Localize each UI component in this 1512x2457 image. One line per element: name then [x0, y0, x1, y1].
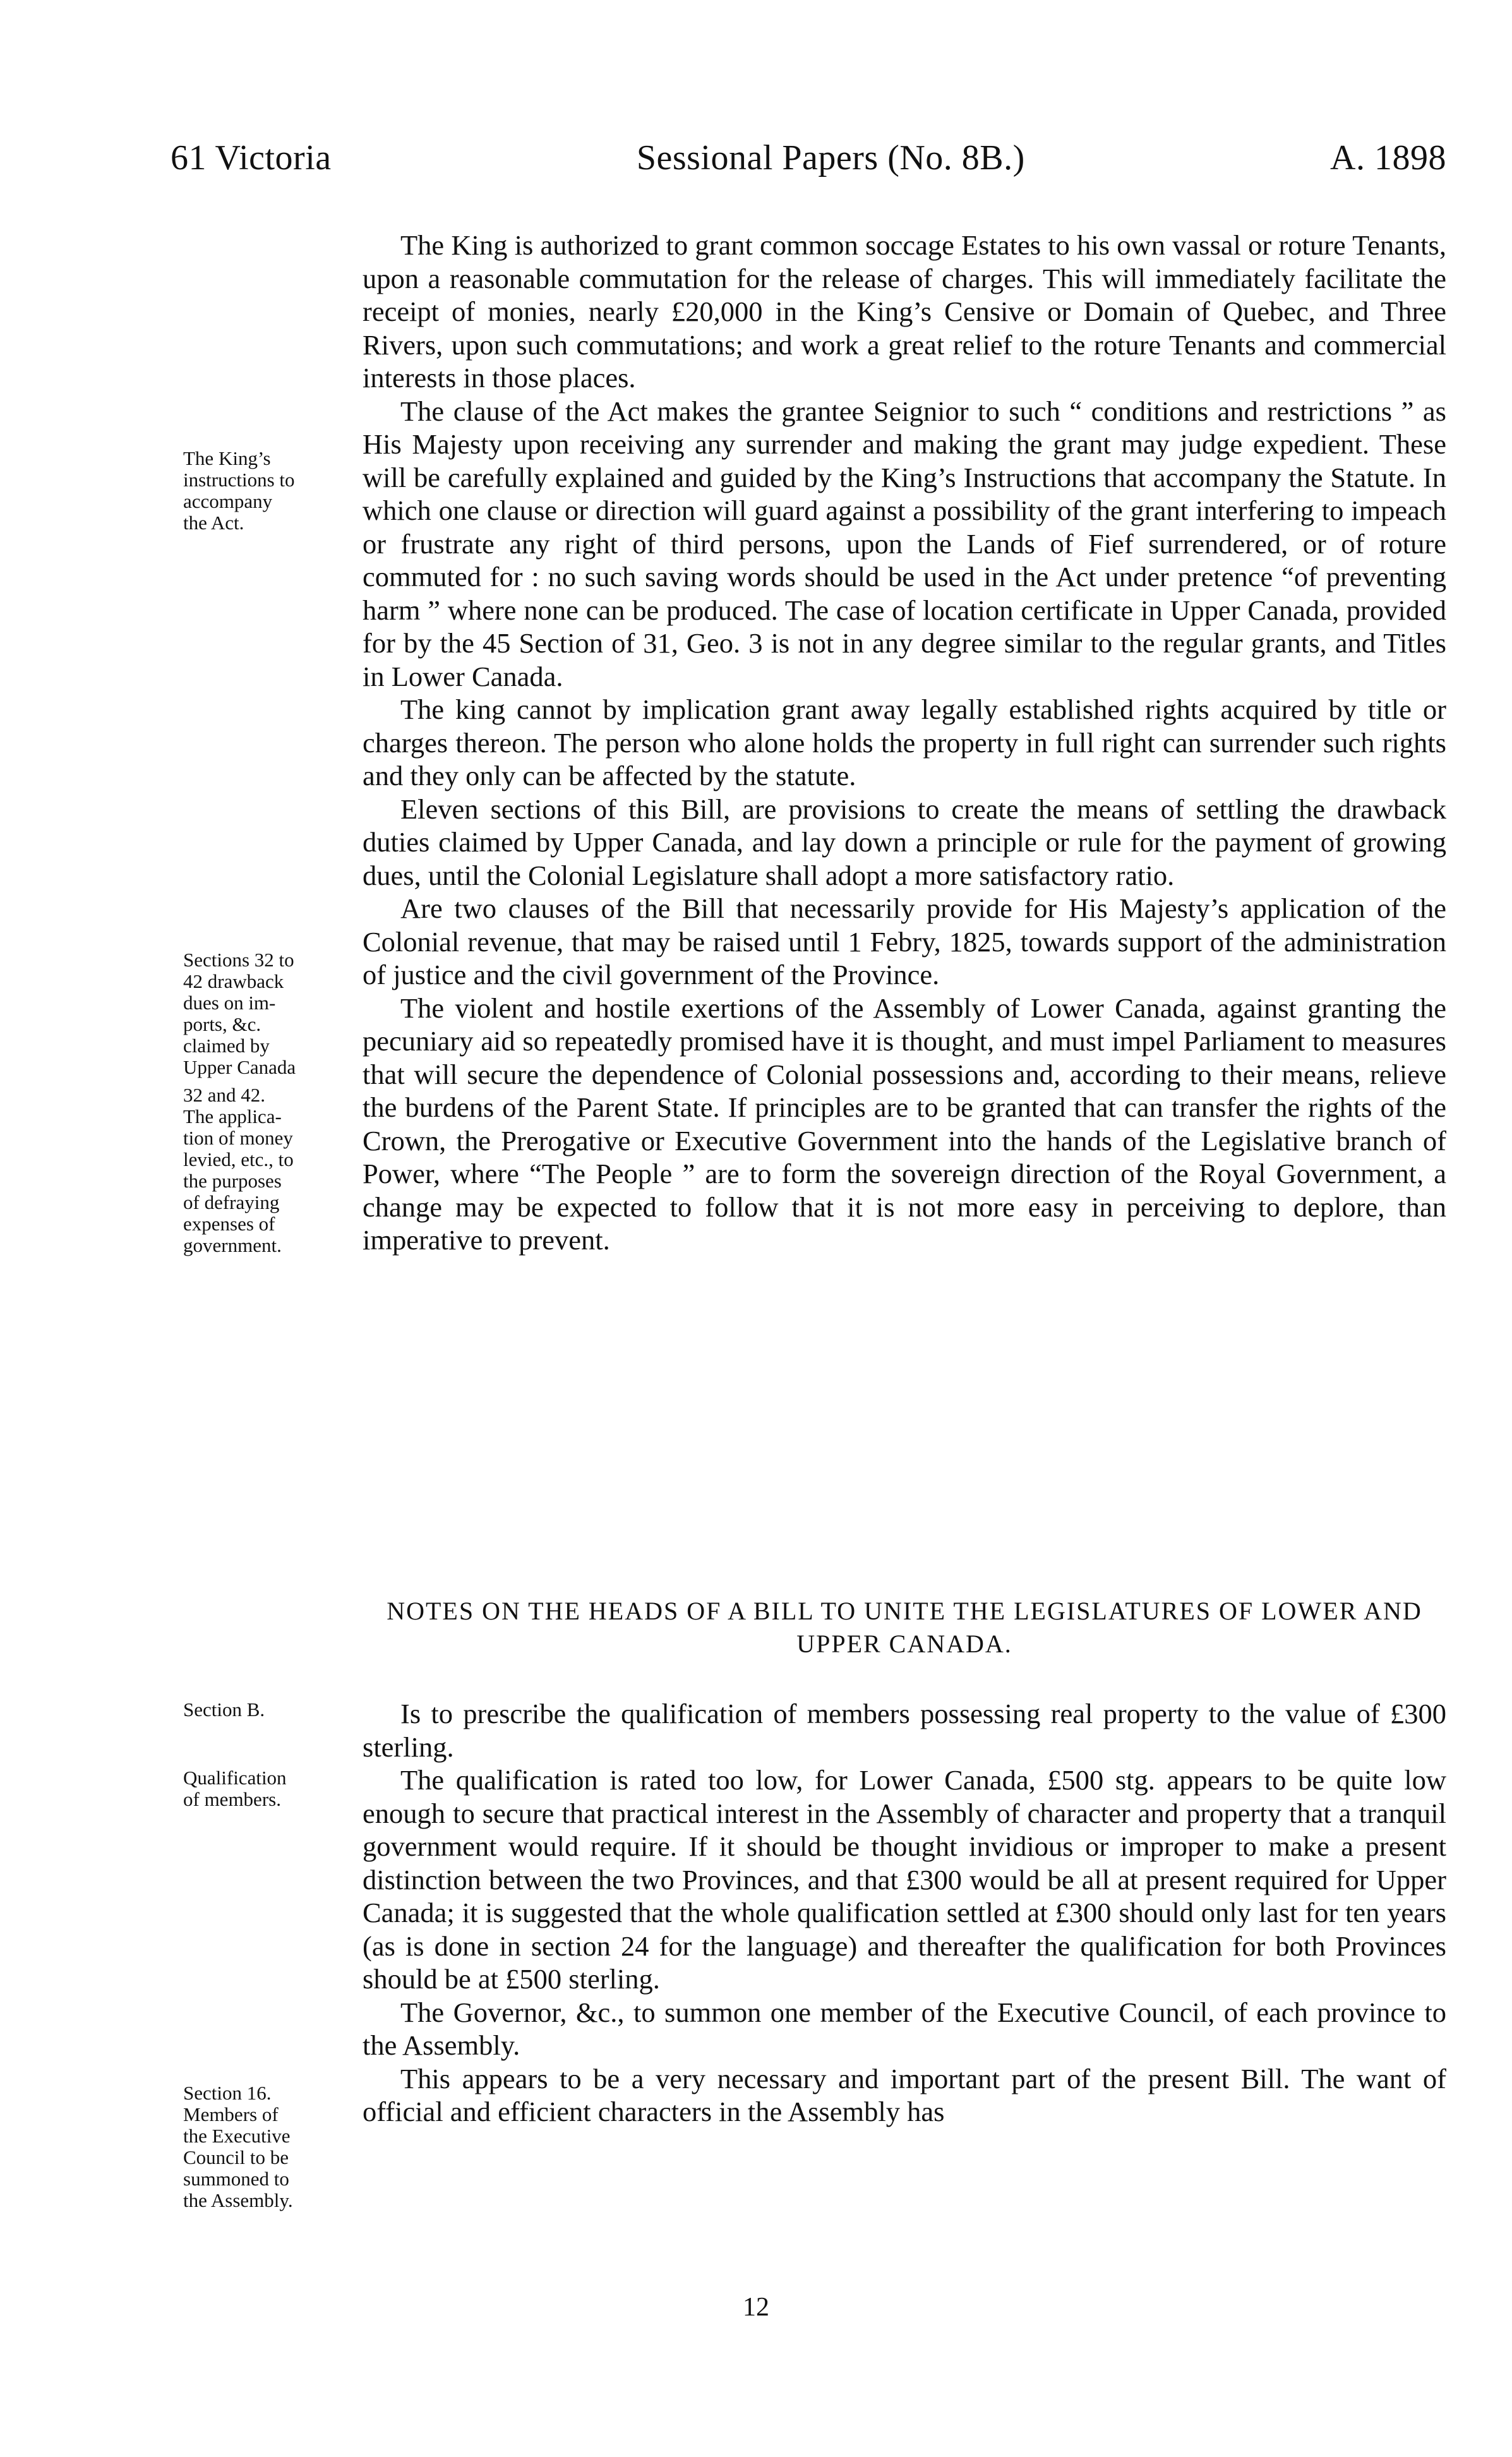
header-center: Sessional Papers (No. 8B.): [636, 138, 1025, 177]
main-paragraph-6: The violent and hostile exertions of the Assembly of Lower Canada, against granting the pecuniary aid so repeatedly promised have it is thought, and must impel Parliament to measures that will secure the dependence of Colonial possessions and, according to their means, relieve the burdens of the Parent State. If principles are to be granted that can transfer the rights of the Crown, the Prerogative or Executive Government into the hands of the Legislative branch of Power, where “The People ” are to form the sovereign direction of the Royal Government, a change may be expected to follow that it is not more easy in perceiving to deplore, than imperative to prevent.: [363, 992, 1446, 1256]
marginal-note-section-16: Section 16. Members of the Executive Council to be summoned to the Assembly.: [183, 2082, 293, 2211]
main-paragraph-1: The King is authorized to grant common soccage Estates to his own vassal or roture Tenants, upon a reasonable commutation for the release of charges. This will immediately facilitate the receipt of monies, nearly £20,000 in the King’s Censive or Domain of Quebec, and Three Rivers, upon such commutations; and work a great relief to the roture Tenants and commercial interests in those places.: [363, 229, 1446, 393]
marginal-note-sections-32-to-42: Sections 32 to 42 drawback dues on im- ports, &c. claimed by Upper Canada: [183, 949, 296, 1078]
header-right: A. 1898: [1330, 138, 1446, 177]
notes-paragraph-3: The Governor, &c., to summon one member of the Executive Council, of each province to the Assembly.: [363, 1996, 1446, 2061]
marginal-note-section-b: Section B.: [183, 1698, 265, 1721]
running-header: [171, 140, 1446, 191]
marginal-note-qualification: Qualification of members.: [183, 1767, 287, 1810]
main-paragraph-3: The king cannot by implication grant away legally established rights acquired by title or charges thereon. The person who alone holds the property in full right can surrender such rights and they only can be affected by the statute.: [363, 694, 1446, 791]
notes-heading: NOTES ON THE HEADS OF A BILL TO UNITE THE LEGISLATURES OF LOWER AND UPPER CANADA.: [387, 1597, 1422, 1658]
notes-section: [363, 1595, 1446, 2129]
page-number: 12: [743, 2293, 769, 2322]
marginal-note-application-of-money: 32 and 42. The applica- tion of money levied, etc., to the purposes of defraying expenses of government.: [183, 1084, 294, 1256]
main-paragraph-2: The clause of the Act makes the grantee Seignior to such “ conditions and restrictions ” as His Majesty upon receiving any surrender and making the grant may judge expedient. These will be carefully explained and guided by the King’s Instructions that accompany the Statute. In which one clause or direction will guard against a possibility of the grant interfering to impeach or frustrate any right of third persons, upon the Lands of Fief surrendered, or of roture commuted for : no such saving words should be used in the Act under pretence “of preventing harm ” where none can be produced. The case of location certificate in Upper Canada, provided for by the 45 Section of 31, Geo. 3 is not in any degree similar to the regular grants, and Titles in Lower Canada.: [363, 395, 1446, 692]
main-paragraph-4: Eleven sections of this Bill, are provisions to create the means of settling the drawback duties claimed by Upper Canada, and lay down a principle or rule for the payment of growing dues, until the Colonial Legislature shall adopt a more satisfactory ratio.: [363, 793, 1446, 891]
main-text-column: [363, 229, 1446, 1257]
notes-paragraph-4: This appears to be a very necessary and important part of the present Bill. The want of official and efficient characters in the Assembly has: [363, 2062, 1446, 2127]
marginal-note-kings-instructions: The King’s instructions to accompany the Act.: [183, 447, 295, 534]
notes-paragraph-2: The qualification is rated too low, for Lower Canada, £500 stg. appears to be quite low enough to secure that practical interest in the Assembly of character and property that a tranquil government would require. If it should be thought invidious or improper to make a present distinction between the two Provinces, and that £300 would be all at present required for Upper Canada; it is suggested that the whole qualification settled at £300 should only last for ten years (as is done in section 24 for the language) and thereafter the qualification for both Provinces should be at £500 sterling.: [363, 1764, 1446, 1995]
notes-paragraph-1: Is to prescribe the qualification of members possessing real property to the value of £300 sterling.: [363, 1698, 1446, 1763]
header-left: 61 Victoria: [171, 138, 332, 177]
main-paragraph-5: Are two clauses of the Bill that necessarily provide for His Majesty’s application of the Colonial revenue, that may be raised until 1 Febry, 1825, towards support of the administration of justice and the civil government of the Province.: [363, 892, 1446, 990]
